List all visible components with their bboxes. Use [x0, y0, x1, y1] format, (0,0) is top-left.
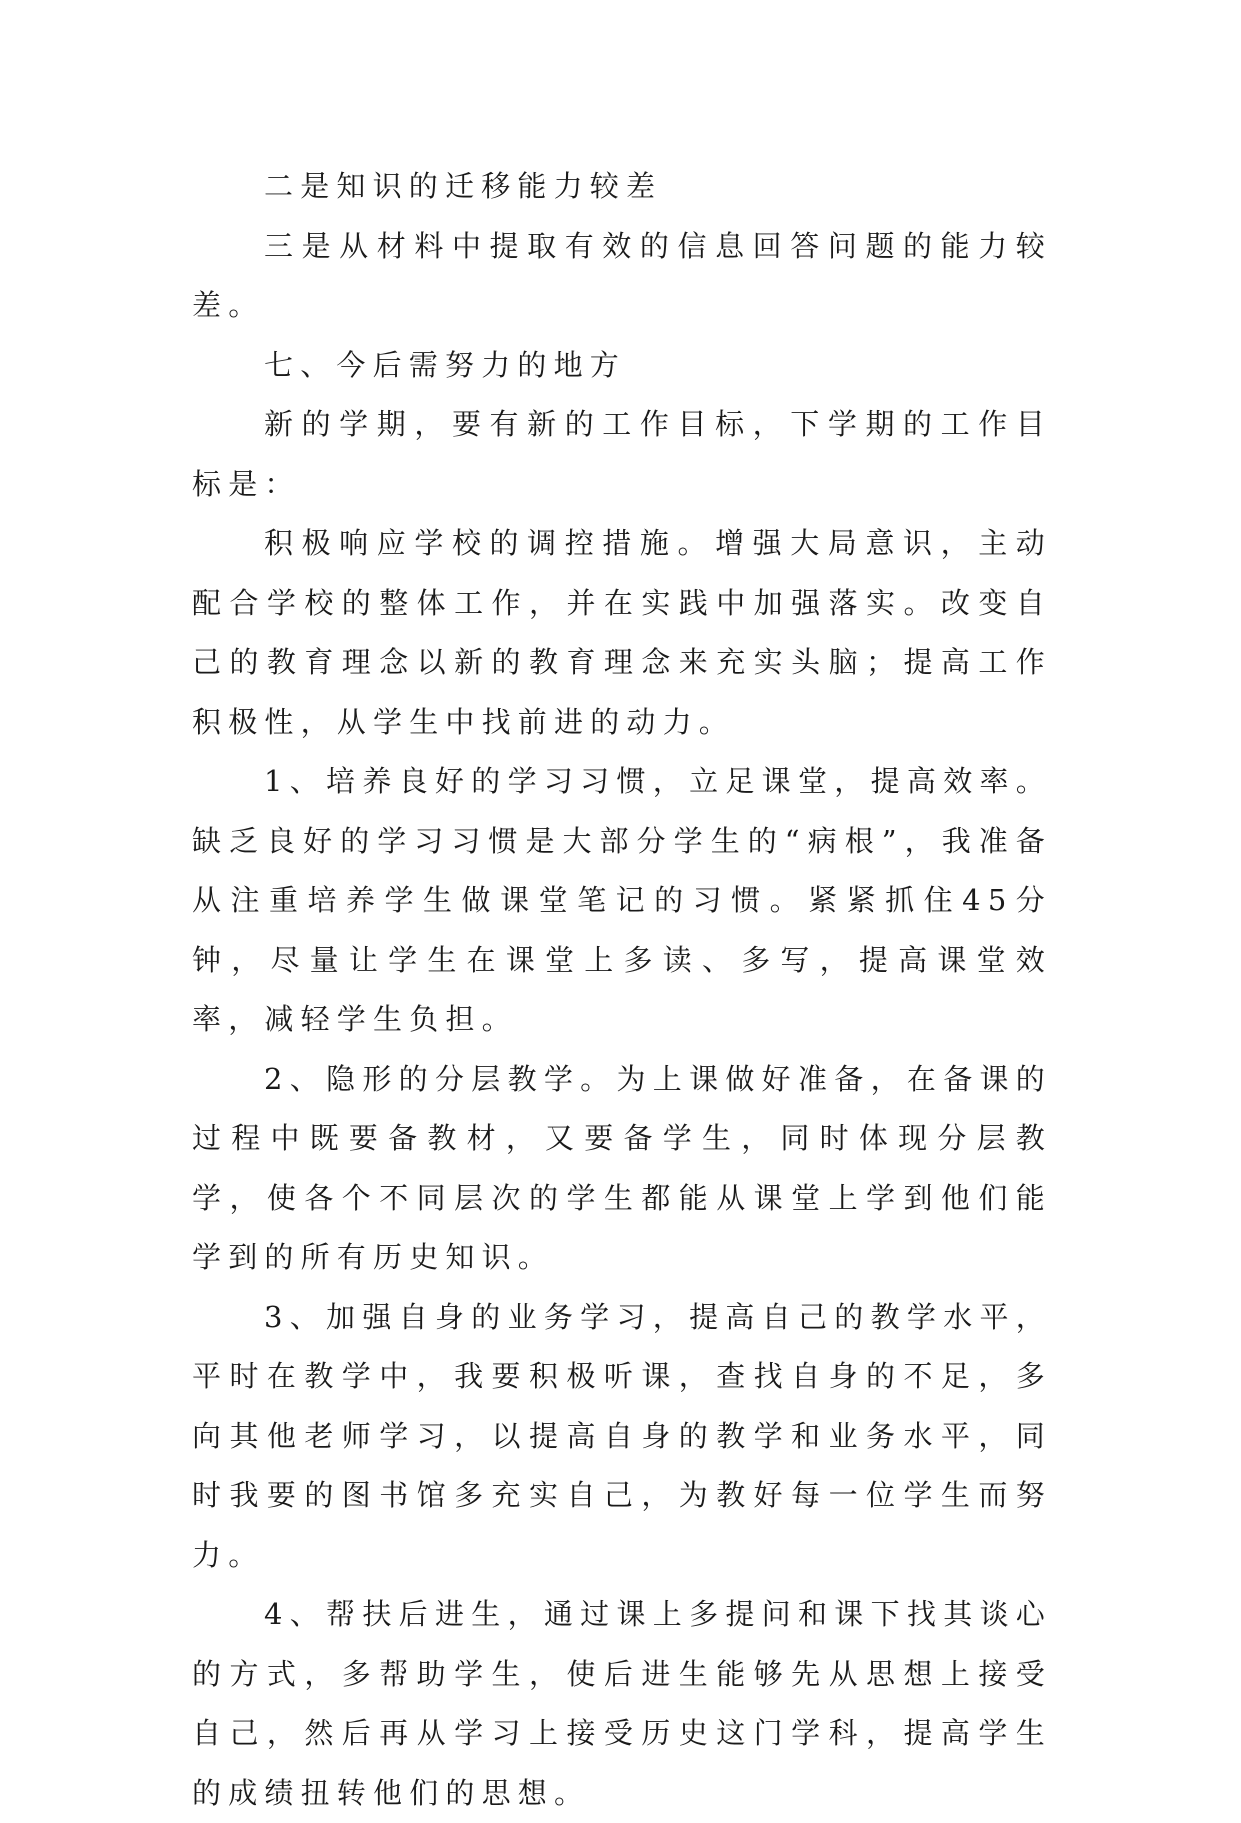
- section-heading: 七、今后需努力的地方: [264, 347, 627, 382]
- paragraph-8: 3、加强自身的业务学习，提高自己的教学水平，平时在教学中，我要积极听课，查找自身的不足，多向其他老师学习，以提高自身的教学和业务水平，同时我要的图书馆多充实自己，为教好每一位学生而努力。: [192, 1299, 1052, 1572]
- document-body: [192, 157, 1052, 1823]
- paragraph-6: 1、培养良好的学习习惯，立足课堂，提高效率。缺乏良好的学习习惯是大部分学生的“病根”，我准备从注重培养学生做课堂笔记的习惯。紧紧抓住45分钟，尽量让学生在课堂上多读、多写，提高课堂效率，减轻学生负担。: [192, 764, 1052, 1036]
- paragraph-1: 二是知识的迁移能力较差: [264, 169, 663, 203]
- paragraph-5: 积极响应学校的调控措施。增强大局意识，主动配合学校的整体工作，并在实践中加强落实。改变自己的教育理念以新的教育理念来充实头脑；提高工作积极性，从学生中找前进的动力。: [192, 526, 1052, 739]
- paragraph-7: 2、隐形的分层教学。为上课做好准备，在备课的过程中既要备教材，又要备学生，同时体现分层教学，使各个不同层次的学生都能从课堂上学到他们能学到的所有历史知识。: [192, 1061, 1052, 1274]
- paragraph-9: 4、帮扶后进生，通过课上多提问和课下找其谈心的方式，多帮助学生，使后进生能够先从思想上接受自己，然后再从学习上接受历史这门学科，提高学生的成绩扭转他们的思想。: [192, 1597, 1052, 1810]
- paragraph-2: 三是从材料中提取有效的信息回答问题的能力较差。: [192, 228, 1052, 322]
- paragraph-4: 新的学期，要有新的工作目标，下学期的工作目标是：: [192, 407, 1052, 501]
